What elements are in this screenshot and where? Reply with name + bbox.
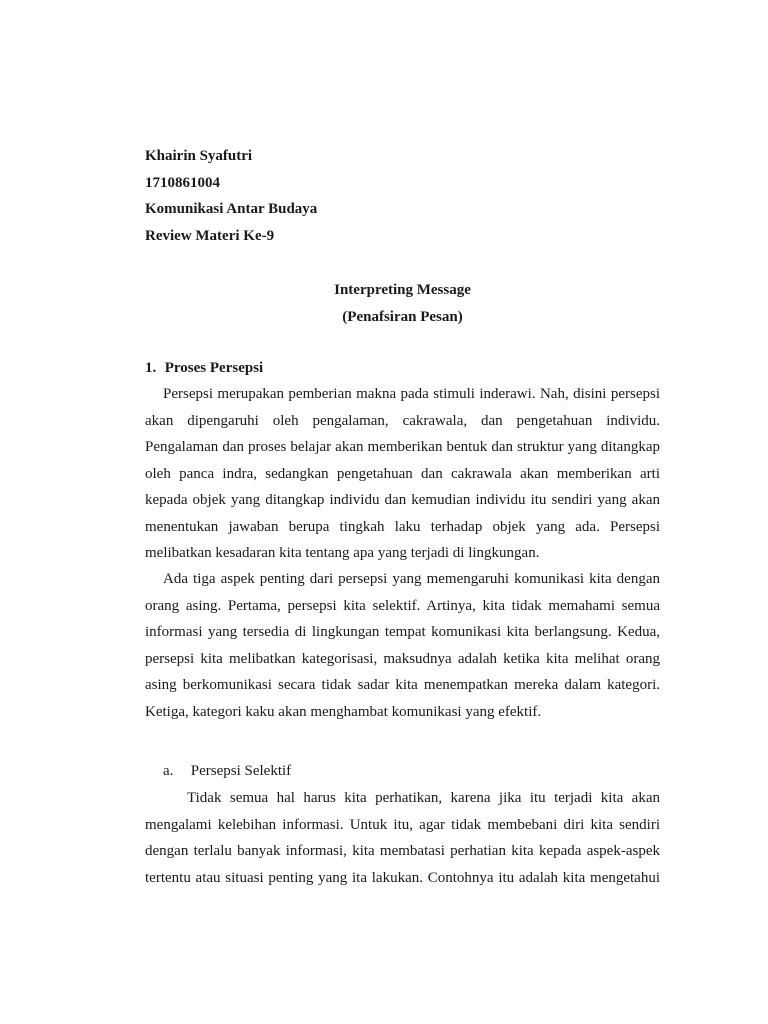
paragraph-line: Persepsi merupakan pemberian makna pada stimuli inderawi. Nah, disini persepsi xyxy=(163,386,660,402)
student-id: 1710861004 xyxy=(145,174,220,191)
document-title xyxy=(145,277,660,330)
course-name: Komunikasi Antar Budaya xyxy=(145,201,318,217)
paragraph-line: oleh panca indra, sedangkan pengetahuan dan cakrawala akan memberikan arti xyxy=(145,465,660,482)
title-main: Interpreting Message xyxy=(334,282,471,298)
paragraph-line: Ketiga, kategori kaku akan menghambat komunikasi yang efektif. xyxy=(145,703,542,720)
section-number: 1. xyxy=(145,360,157,376)
paragraph-selektif xyxy=(145,785,660,891)
paragraph-line: persepsi kita melibatkan kategorisasi, maksudnya adalah ketika kita melihat orang xyxy=(145,650,660,667)
paragraph-persepsi xyxy=(145,381,660,567)
paragraph-line: orang asing. Pertama, persepsi kita selektif. Artinya, kita tidak memahami semua xyxy=(145,597,660,614)
paragraph-line: menentukan jawaban berupa tingkah laku terhadap objek yang ada. Persepsi xyxy=(145,518,660,535)
paragraph-line: akan dipengaruhi oleh pengalaman, cakrawala, dan pengetahuan individu. xyxy=(145,412,660,429)
paragraph-line: dengan terlalu banyak informasi, kita membatasi perhatian kita kepada aspek-aspek xyxy=(145,843,660,859)
paragraph-line: kepada objek yang ditangkap individu dan kemudian individu itu sendiri yang akan xyxy=(145,492,660,508)
paragraph-aspek xyxy=(145,566,660,725)
paragraph-line: Tidak semua hal harus kita perhatikan, karena jika itu terjadi kita akan xyxy=(187,790,660,806)
paragraph-line: melibatkan kesadaran kita tentang apa yang terjadi di lingkungan. xyxy=(145,545,540,561)
paragraph-line: mengalami kelebihan informasi. Untuk itu, agar tidak membebani diri kita sendiri xyxy=(145,816,660,833)
author-header xyxy=(145,143,317,249)
author-name: Khairin Syafutri xyxy=(145,148,253,164)
subsection-title: Persepsi Selektif xyxy=(190,763,292,779)
subsection-letter: a. xyxy=(163,763,174,779)
section-title: Proses Persepsi xyxy=(164,360,264,376)
section-heading xyxy=(145,355,263,382)
paragraph-line: informasi yang tersedia di lingkungan tempat komunikasi kita berlangsung. Kedua, xyxy=(145,624,660,640)
paragraph-line: Ada tiga aspek penting dari persepsi yang memengaruhi komunikasi kita dengan xyxy=(163,571,660,587)
review-label: Review Materi Ke-9 xyxy=(145,227,275,244)
title-sub: (Penafsiran Pesan) xyxy=(342,308,463,325)
subsection-heading xyxy=(163,758,291,785)
paragraph-line: Pengalaman dan proses belajar akan memberikan bentuk dan struktur yang ditangkap xyxy=(145,439,660,455)
paragraph-line: asing berkomunikasi secara tidak sadar kita menempatkan mereka dalam kategori. xyxy=(145,677,660,693)
paragraph-line: tertentu atau situasi penting yang ita lakukan. Contohnya itu adalah kita mengetahui xyxy=(145,869,660,886)
